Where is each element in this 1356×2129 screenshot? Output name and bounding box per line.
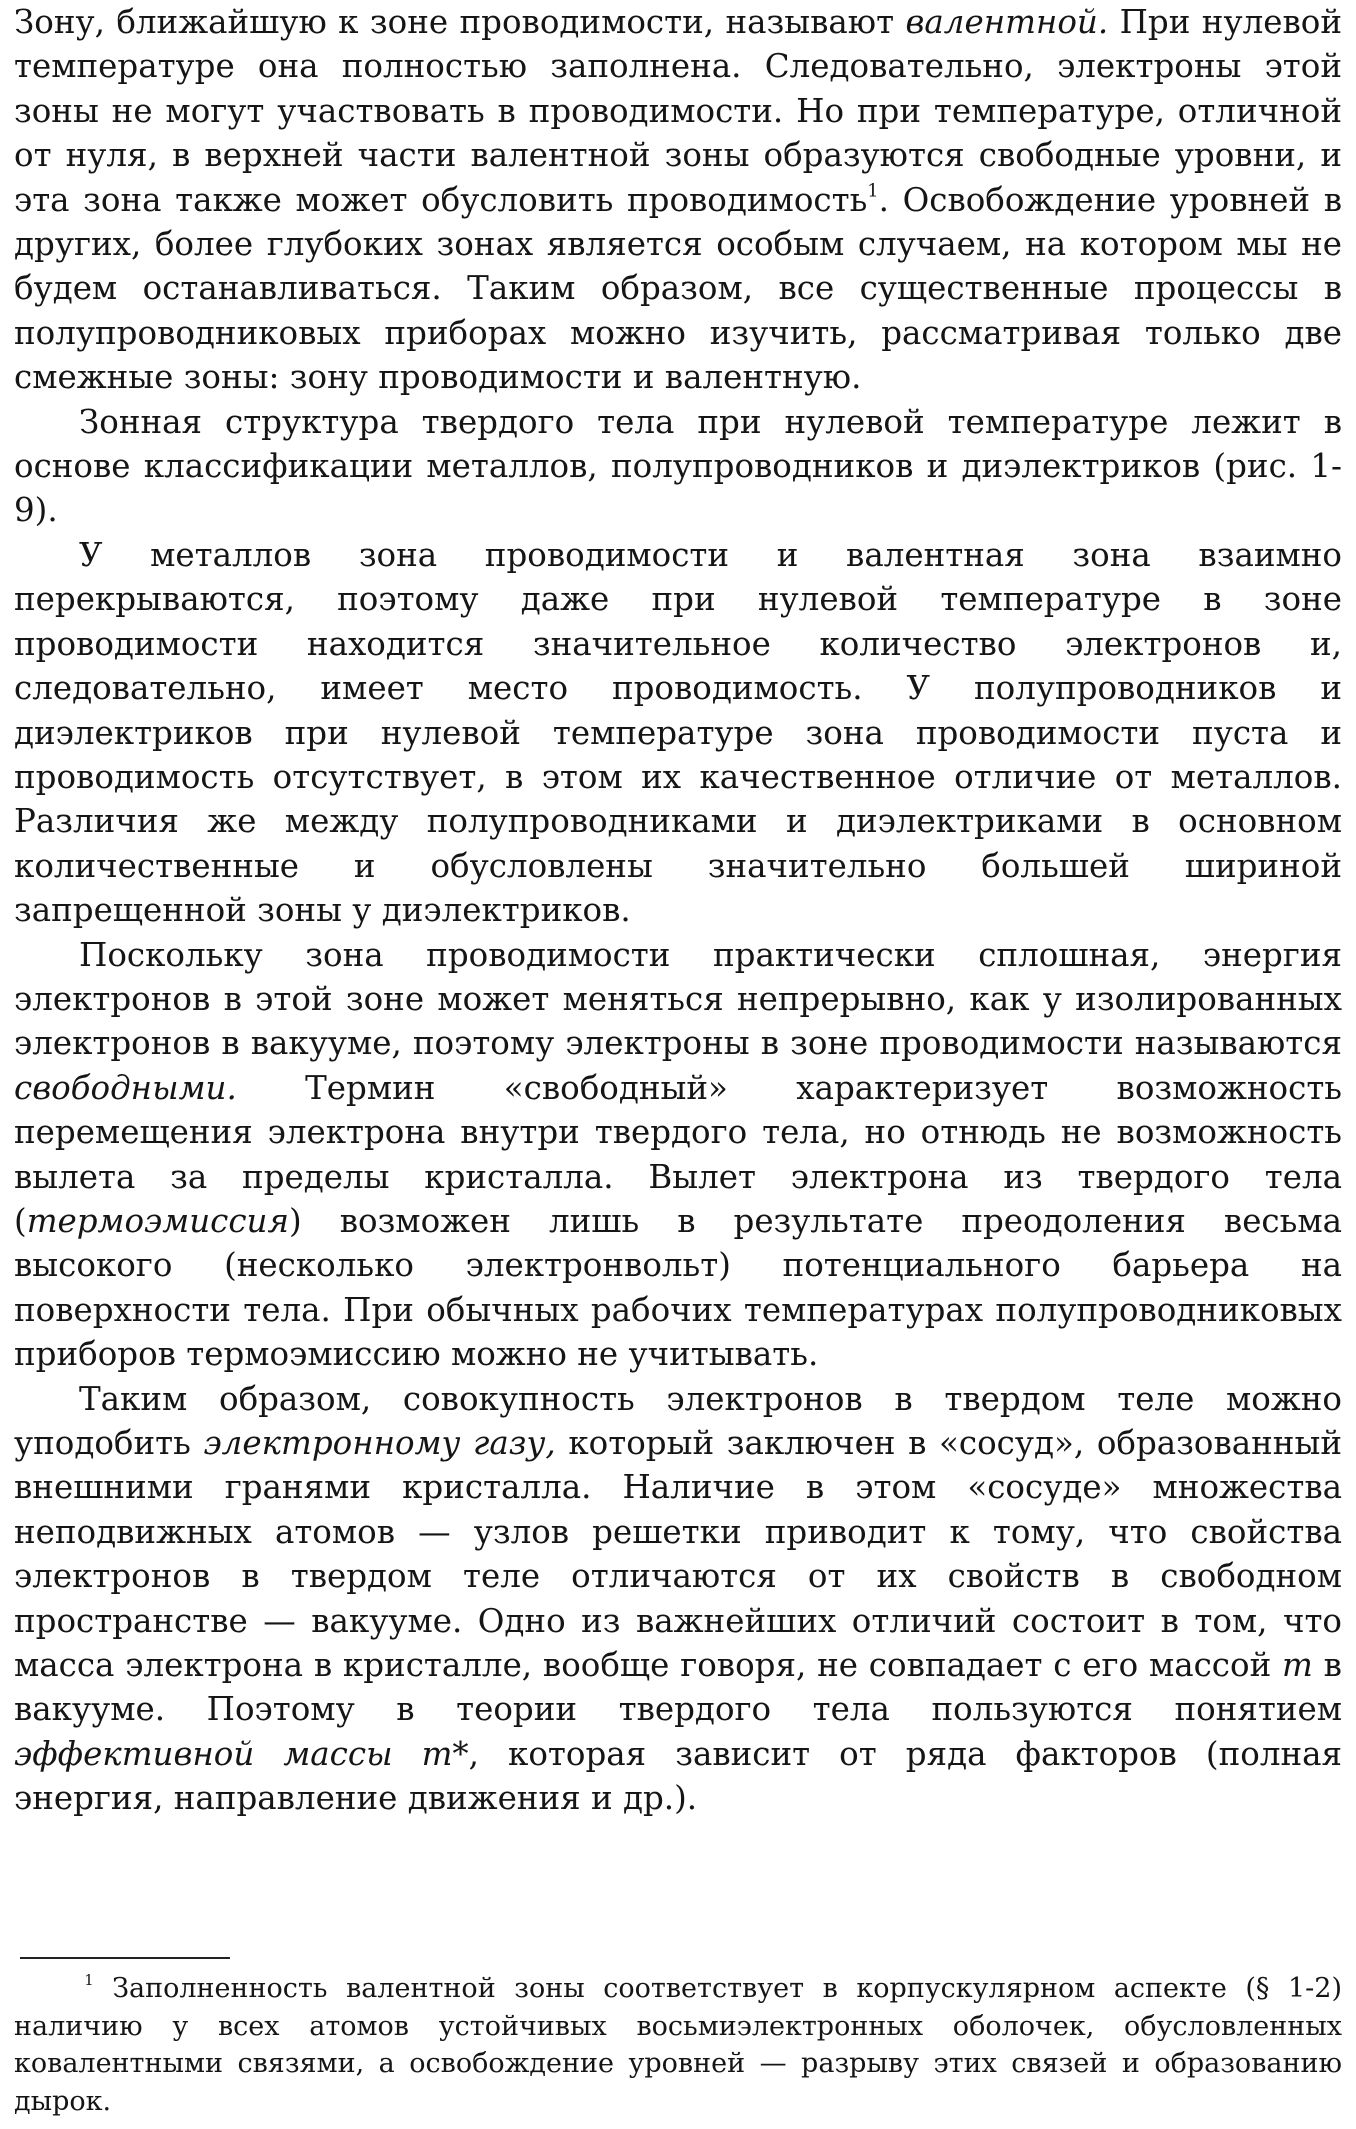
italic-term: свободными.: [14, 1068, 237, 1107]
paragraph-text: Термин «свободный» характеризует возможность перемещения электрона внутри твердого тела, но отнюдь не возможность вылета за пределы кристалла. Вылет электрона из твердого тела (: [14, 1068, 1342, 1240]
paragraph-band-structure: [14, 400, 1342, 533]
paragraph-text: Поскольку зона проводимости практически сплошная, энергия электронов в этой зоне может меняться непрерывно, как у изолированных электронов в вакууме, поэтому электроны в зоне проводимости называются: [14, 935, 1342, 1063]
paragraph-text: в вакууме. Поэтому в теории твердого тела пользуются понятием: [14, 1646, 1342, 1729]
paragraph-text: который заключен в «сосуд», образованный внешними гранями кристалла. Наличие в этом «сосуде» множества неподвижных атомов — узлов решетки приводит к тому, что свойства электронов в твердом теле отличаются от их свойств в свободном пространстве — вакууме. Одно из важнейших отличий состоит в том, что масса электрона в кристалле, вообще говоря, не совпадает с его массой: [14, 1424, 1342, 1685]
paragraph-text: У металлов зона проводимости и валентная зона взаимно перекрываются, поэтому даже при нулевой температуре в зоне проводимости находится значительное количество электронов и, следовательно, имеет место проводимость. У полупроводников и диэлектриков при нулевой температуре зона проводимости пуста и проводимость отсутствует, в этом их качественное отличие от металлов. Различия же между полупроводниками и диэлектриками в основном количественные и обусловлены значительно большей шириной запрещенной зоны у диэлектриков.: [14, 535, 1342, 930]
paragraph-text: , которая зависит от ряда факторов (полная энергия, направление движения и др.).: [14, 1734, 1343, 1818]
paragraph-free-electrons: [14, 933, 1342, 1377]
paragraph-metals: [14, 533, 1342, 933]
paragraph-valence-band: [14, 0, 1342, 400]
italic-term: валентной.: [905, 3, 1109, 41]
paragraph-text: Таким образом, совокупность электронов в твердом теле можно уподобить: [14, 1379, 1342, 1462]
paragraph-text: При нулевой температуре она полностью заполнена. Следовательно, электроны этой зоны не могут участвовать в проводимости. Но при температуре, отличной от нуля, в верхней части валентной зоны образуются свободные уровни, и эта зона также может обусловить проводимость: [14, 3, 1342, 219]
footnote-reference: 1: [867, 180, 879, 202]
italic-term: электронному газу,: [203, 1424, 556, 1462]
footnote-marker: 1: [84, 1971, 94, 1990]
footnote-text: Заполненность валентной зоны соответствует в корпускулярном аспекте (§ 1-2) наличию у всех атомов устойчивых восьмиэлектронных оболочек, обусловленных ковалентными связями, а освобождение уровней — разрыву этих связей и образованию дырок.: [14, 1973, 1342, 2117]
paragraph-text: . Освобождение уровней в других, более глубоких зонах является особым случаем, на котором мы не будем останавливаться. Таким образом, все существенные процессы в полупроводниковых приборах можно изучить, рассматривая только две смежные зоны: зону проводимости и валентную.: [14, 180, 1342, 397]
italic-symbol: m: [1282, 1646, 1313, 1685]
footnote: [14, 1970, 1342, 2120]
paragraph-text: Зону, ближайшую к зоне проводимости, называют: [14, 3, 906, 41]
italic-term: термоэмиссия: [26, 1201, 289, 1240]
italic-term: эффективной массы m*: [14, 1734, 469, 1773]
main-text: [14, 0, 1342, 1821]
paragraph-electron-gas: [14, 1377, 1342, 1821]
paragraph-text: Зонная структура твердого тела при нулевой температуре лежит в основе классификации металлов, полупроводников и диэлектриков (рис. 1-9).: [14, 402, 1342, 530]
footnote-divider: [20, 1957, 230, 1959]
paragraph-text: ) возможен лишь в результате преодоления весьма высокого (несколько электронвольт) потенциального барьера на поверхности тела. При обычных рабочих температурах полупроводниковых приборов термоэмиссию можно не учитывать.: [14, 1201, 1342, 1374]
